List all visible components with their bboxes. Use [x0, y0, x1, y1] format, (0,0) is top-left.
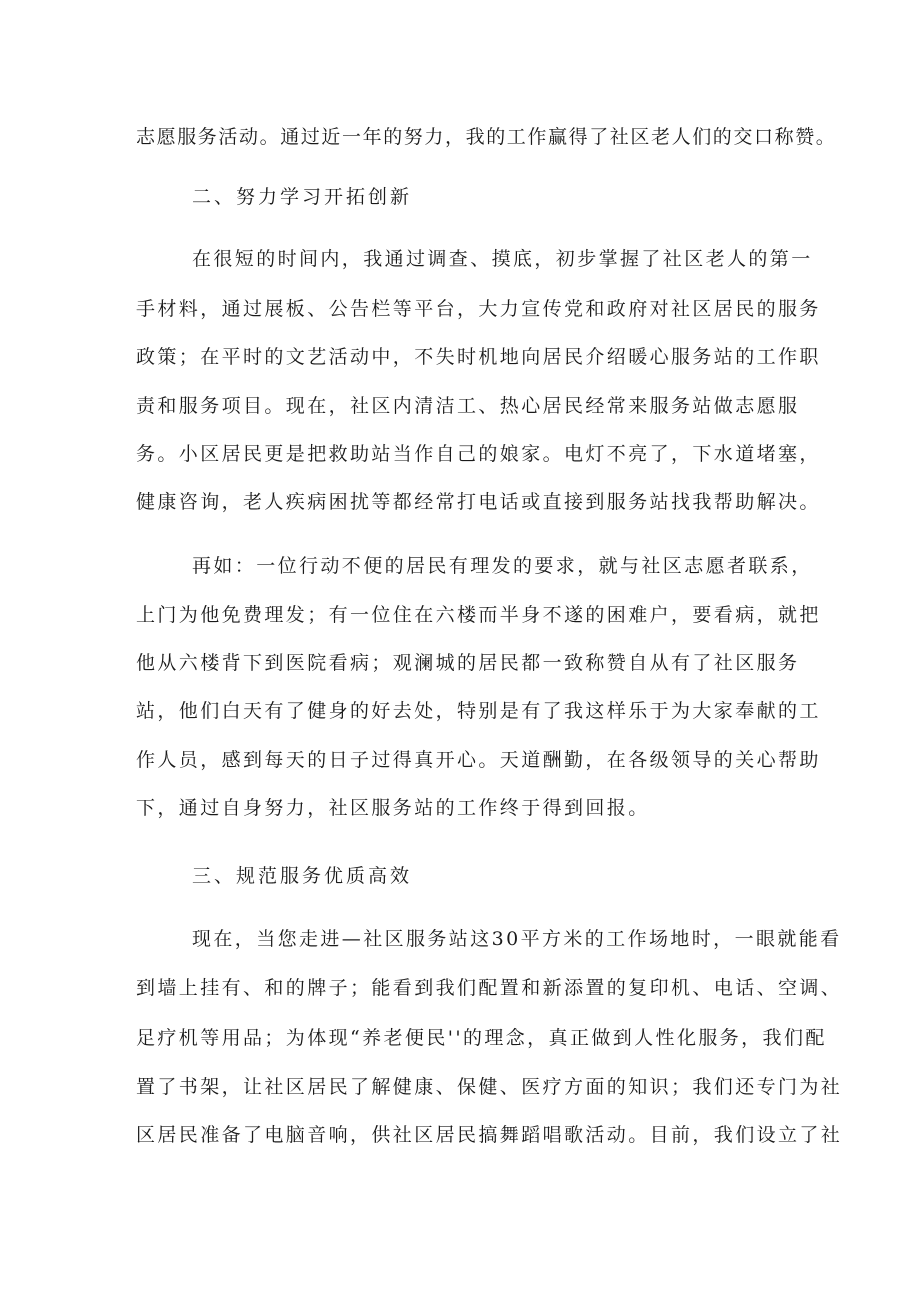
paragraph-line: 上门为他免费理发；有一位住在六楼而半身不遂的困难户，要看病，就把 [136, 604, 821, 626]
paragraph-line: 在很短的时间内，我通过调查、摸底，初步掌握了社区老人的第一 [192, 248, 813, 270]
paragraph-line: 务。小区居民更是把救助站当作自己的娘家。电灯不亮了，下水道堵塞， [136, 443, 821, 465]
paragraph-line: 他从六楼背下到医院看病；观澜城的居民都一致称赞自从有了社区服务 [136, 652, 800, 674]
continuation-line: 志愿服务活动。通过近一年的努力，我的工作赢得了社区老人们的交口称赞。 [136, 126, 837, 148]
paragraph-line: 现在，当您走进—社区服务站这30平方米的工作场地时，一眼就能看 [192, 928, 842, 950]
paragraph-line: 再如：一位行动不便的居民有理发的要求，就与社区志愿者联系， [192, 555, 813, 577]
section-2-heading: 二、努力学习开拓创新 [192, 186, 413, 208]
paragraph-line: 区居民准备了电脑音响，供社区居民搞舞蹈唱歌活动。目前，我们设立了社 [136, 1124, 843, 1146]
paragraph-line: 作人员，感到每天的日子过得真开心。天道酬勤，在各级领导的关心帮助 [136, 749, 821, 771]
paragraph-line: 足疗机等用品；为体现“养老便民''的理念，真正做到人性化服务，我们配 [136, 1027, 827, 1049]
paragraph-line: 政策；在平时的文艺活动中，不失时机地向居民介绍暖心服务站的工作职 [136, 346, 821, 368]
paragraph-line: 手材料，通过展板、公告栏等平台，大力宣传党和政府对社区居民的服务 [136, 298, 821, 320]
paragraph-line: 到墙上挂有、和的牌子；能看到我们配置和新添置的复印机、电话、空调、 [136, 977, 843, 999]
paragraph-line: 健康咨询，老人疾病困扰等都经常打电话或直接到服务站找我帮助解决。 [136, 491, 821, 513]
paragraph-line: 下，通过自身努力，社区服务站的工作终于得到回报。 [136, 797, 650, 819]
section-3-heading: 三、规范服务优质高效 [192, 865, 413, 887]
paragraph-line: 责和服务项目。现在，社区内清洁工、热心居民经常来服务站做志愿服 [136, 395, 800, 417]
paragraph-line: 站，他们白天有了健身的好去处，特别是有了我这样乐于为大家奉献的工 [136, 700, 821, 722]
paragraph-line: 置了书架，让社区居民了解健康、保健、医疗方面的知识；我们还专门为社 [136, 1076, 843, 1098]
